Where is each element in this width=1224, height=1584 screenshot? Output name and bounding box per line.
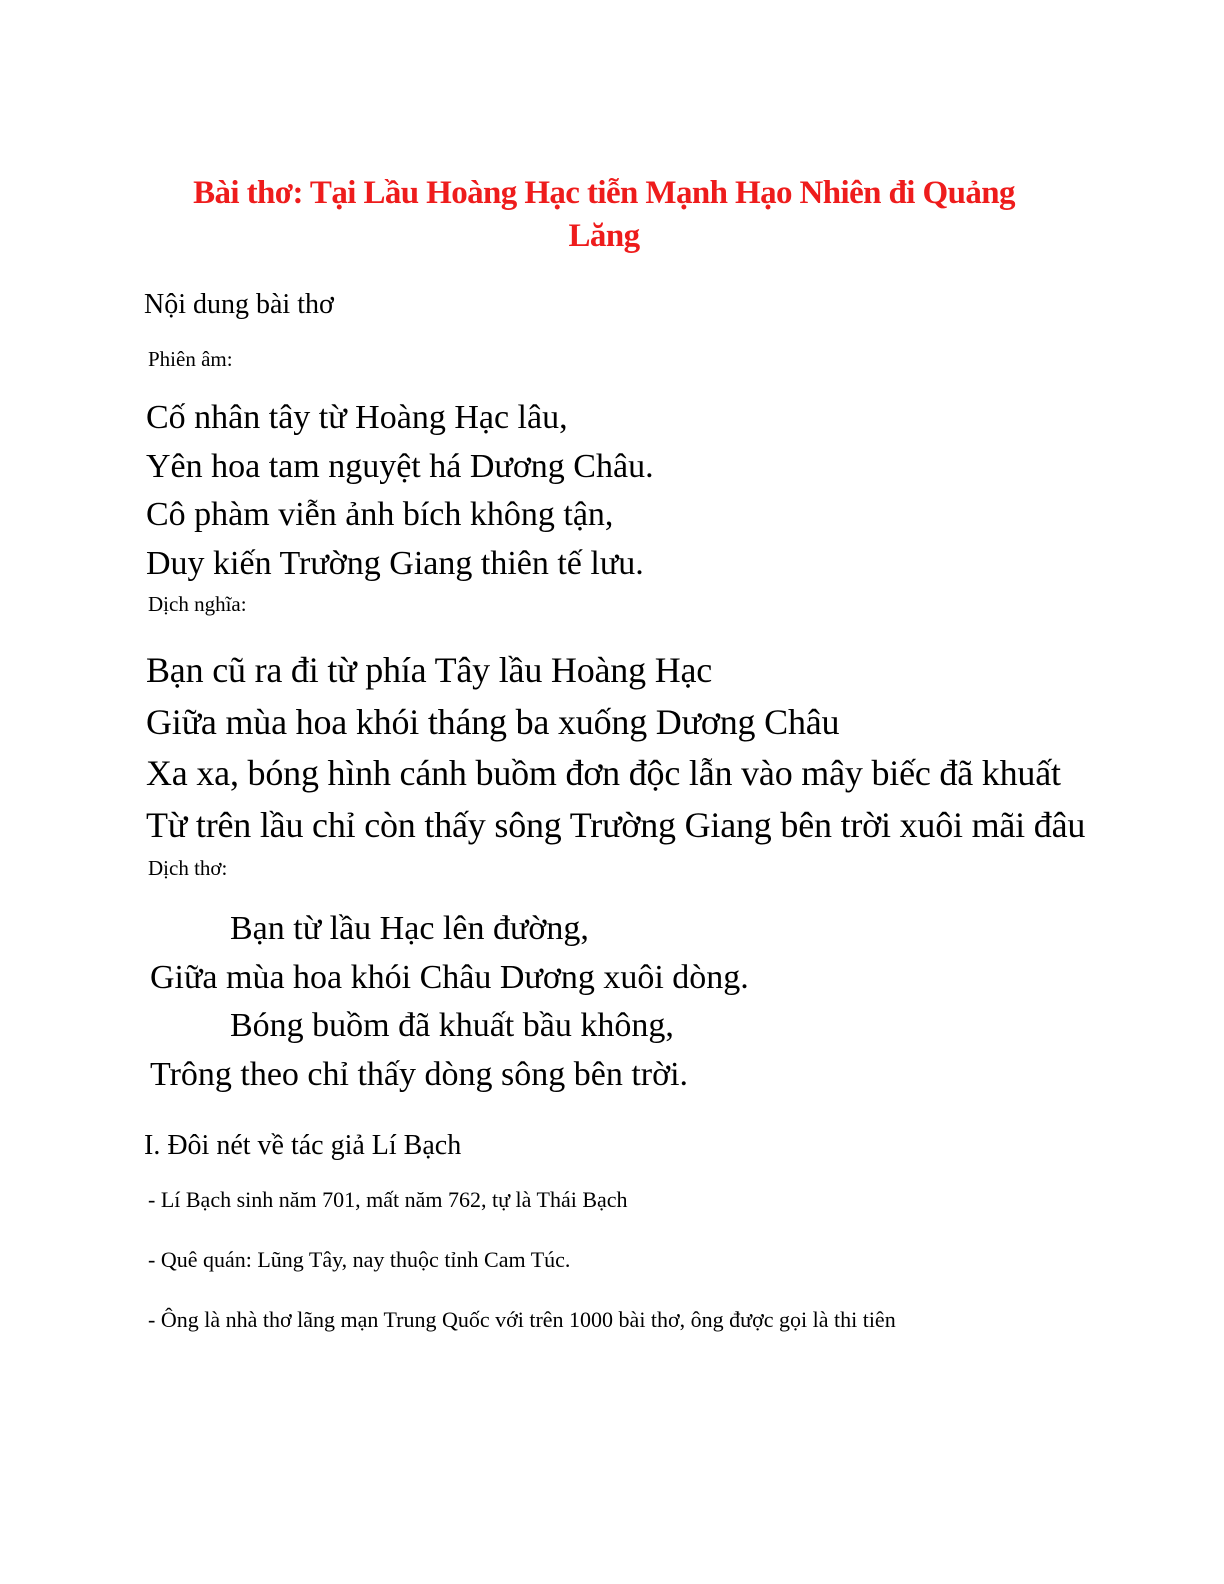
content-heading: Nội dung bài thơ bbox=[144, 289, 334, 320]
dich-tho-label: Dịch thơ: bbox=[148, 856, 228, 880]
dich-tho-poem bbox=[150, 905, 749, 1099]
author-bullet: - Ông là nhà thơ lãng mạn Trung Quốc với trên 1000 bài thơ, ông được gọi là thi tiên bbox=[148, 1307, 896, 1332]
translation-line: Xa xa, bóng hình cánh buồm đơn độc lẫn vào mây biếc đã khuất bbox=[146, 753, 1061, 793]
phien-am-label: Phiên âm: bbox=[148, 347, 233, 371]
author-bullet: - Lí Bạch sinh năm 701, mất năm 762, tự là Thái Bạch bbox=[148, 1187, 628, 1212]
title-line-1: Bài thơ: Tại Lầu Hoàng Hạc tiễn Mạnh Hạo Nhiên đi Quảng bbox=[193, 175, 1015, 211]
dich-nghia-label: Dịch nghĩa: bbox=[148, 592, 247, 616]
translation-line: Từ trên lầu chỉ còn thấy sông Trường Giang bên trời xuôi mãi đâu bbox=[146, 804, 1086, 845]
dich-nghia-text bbox=[146, 645, 1085, 851]
poem-line: Duy kiến Trường Giang thiên tế lưu. bbox=[146, 544, 644, 582]
poem-line: Bạn từ lầu Hạc lên đường, bbox=[230, 910, 589, 947]
poem-line: Giữa mùa hoa khói Châu Dương xuôi dòng. bbox=[150, 958, 749, 996]
poem-line: Trông theo chỉ thấy dòng sông bên trời. bbox=[150, 1055, 689, 1093]
author-heading: I. Đôi nét về tác giả Lí Bạch bbox=[144, 1130, 462, 1161]
poem-line: Cô phàm viễn ảnh bích không tận, bbox=[146, 496, 614, 533]
translation-line: Giữa mùa hoa khói tháng ba xuống Dương Châu bbox=[146, 701, 840, 742]
poem-line: Cố nhân tây từ Hoàng Hạc lâu, bbox=[146, 399, 568, 436]
author-bullet: - Quê quán: Lũng Tây, nay thuộc tỉnh Cam Túc. bbox=[148, 1247, 571, 1272]
page-title bbox=[170, 172, 1038, 258]
title-line-2: Lăng bbox=[568, 218, 640, 254]
phien-am-poem bbox=[146, 394, 654, 588]
translation-line: Bạn cũ ra đi từ phía Tây lầu Hoàng Hạc bbox=[146, 650, 713, 690]
poem-line: Yên hoa tam nguyệt há Dương Châu. bbox=[146, 447, 654, 485]
poem-line: Bóng buồm đã khuất bầu không, bbox=[230, 1007, 674, 1044]
